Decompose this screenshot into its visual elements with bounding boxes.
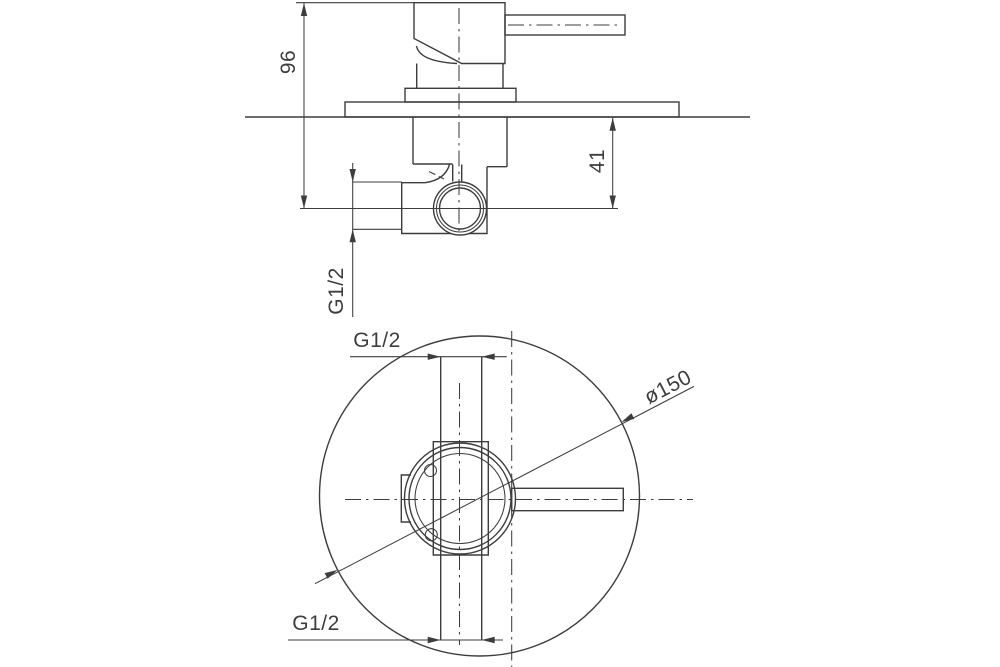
arrowhead-up [301, 3, 307, 16]
arrowhead-down [610, 196, 616, 209]
valve-dome-arc [417, 46, 458, 64]
flange [405, 88, 516, 102]
arrowhead-down [350, 169, 356, 182]
side-view [245, 3, 750, 317]
arrowhead-up [350, 229, 356, 242]
body-fillet-arc [425, 165, 450, 183]
arrowhead-right [428, 637, 441, 643]
neck-outline [417, 64, 503, 89]
dim-label-41: 41 [586, 148, 609, 174]
dim-label-diameter: ø150 [640, 365, 696, 409]
dim-label-96: 96 [277, 49, 300, 75]
arrowhead-right [428, 354, 441, 360]
valve-screw-hole-lower [425, 529, 437, 541]
valve-screw-hole-upper [425, 465, 437, 477]
dim-label-g12-top: G1/2 [353, 329, 401, 352]
arrowhead-up [610, 118, 616, 131]
escutcheon-plate-side [345, 102, 679, 117]
arrowhead-left [482, 637, 495, 643]
inwall-body-outline [413, 117, 507, 184]
dim-label-g12-side: G1/2 [325, 267, 348, 315]
dimension-g12-bottom [288, 612, 503, 643]
dim-label-g12-bottom: G1/2 [292, 612, 340, 635]
dimension-g12-side [325, 163, 402, 317]
diameter-leader-line [315, 386, 694, 583]
dimension-41 [586, 118, 616, 209]
port-axis-dash [429, 172, 444, 180]
arrowhead-left [482, 354, 495, 360]
arrowhead-down [301, 196, 307, 209]
plan-view [288, 329, 695, 667]
escutcheon-plate-circle [320, 336, 640, 656]
